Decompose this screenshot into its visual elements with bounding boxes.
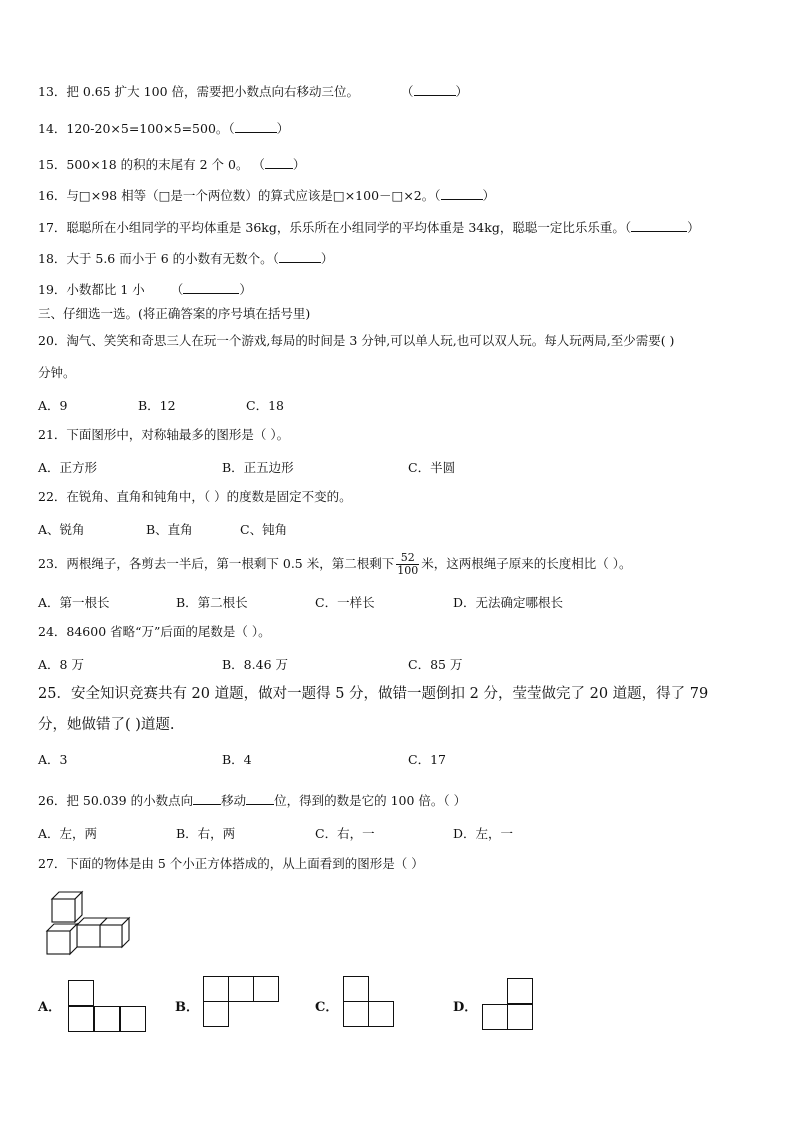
q25-option-c[interactable]: C．17 [408, 752, 446, 767]
q23-option-b[interactable]: B．第二根长 [176, 595, 248, 610]
question-15-text: 15．500×18 的积的末尾有 2 个 0。 （ [38, 157, 265, 172]
q25-option-a[interactable]: A．3 [38, 752, 68, 767]
fraction-52-100: $\frac{52}{100}$ [397, 551, 419, 577]
question-15: 15．500×18 的积的末尾有 2 个 0。 （ ） [38, 157, 306, 172]
q23-option-d[interactable]: D．无法确定哪根长 [453, 595, 564, 610]
answer-blank-17[interactable] [631, 219, 687, 232]
q21-option-b[interactable]: B．正五边形 [222, 460, 294, 475]
question-14-text: 14．120-20×5=100×5=500。（ [38, 121, 235, 136]
question-14: 14．120-20×5=100×5=500。（ ） [38, 121, 290, 136]
question-19: 19．小数都比 1 小 （ ） [38, 282, 252, 297]
question-23-text: 23．两根绳子，各剪去一半后，第一根剩下 0.5 米，第二根剩下 [38, 556, 395, 571]
q27-option-a-label[interactable]: A． [38, 1000, 62, 1015]
answer-blank-13[interactable] [414, 83, 456, 96]
q26-option-b[interactable]: B．右，两 [176, 826, 236, 841]
q26-option-c[interactable]: C．右，一 [315, 826, 375, 841]
question-16: 16．与□×98 相等（□是一个两位数）的算式应该是□×100－□×2。（ ） [38, 188, 496, 203]
q27-option-d-label[interactable]: D． [453, 1000, 478, 1015]
q24-option-c[interactable]: C．85 万 [408, 657, 463, 672]
question-18: 18．大于 5.6 而小于 6 的小数有无数个。（ ） [38, 251, 334, 266]
answer-blank-19[interactable] [183, 281, 239, 294]
question-13: 13．把 0.65 扩大 100 倍，需要把小数点向右移动三位。 （ ） [38, 84, 469, 99]
q24-option-b[interactable]: B．8.46 万 [222, 657, 288, 672]
question-26-text: 26．把 50.039 的小数点向 [38, 793, 194, 808]
answer-blank-18[interactable] [279, 250, 321, 263]
question-23-text-cont: 米，这两根绳子原来的长度相比（ ）。 [421, 556, 632, 571]
q24-option-a[interactable]: A．8 万 [38, 657, 84, 672]
question-17: 17．聪聪所在小组同学的平均体重是 36kg，乐乐所在小组同学的平均体重是 34kg，聪聪一定比乐乐重。（ ） [38, 220, 700, 235]
q23-option-c[interactable]: C．一样长 [315, 595, 375, 610]
question-24-text: 24．84600 省略“万”后面的尾数是（ ）。 [38, 624, 271, 639]
q21-option-a[interactable]: A．正方形 [38, 460, 98, 475]
q20-option-c[interactable]: C．18 [246, 398, 284, 413]
answer-blank-15[interactable] [265, 156, 293, 169]
question-13-text: 13．把 0.65 扩大 100 倍，需要把小数点向右移动三位。 [38, 84, 359, 99]
answer-blank-14[interactable] [235, 120, 277, 133]
q25-option-b[interactable]: B．4 [222, 752, 252, 767]
cube-stack-figure [44, 890, 138, 956]
question-26: 26．把 50.039 的小数点向 移动 位，得到的数是它的 100 倍。（ ） [38, 793, 467, 808]
q20-option-a[interactable]: A．9 [38, 398, 68, 413]
section-heading-3: 三、仔细选一选。(将正确答案的序号填在括号里) [38, 306, 311, 321]
question-19-text: 19．小数都比 1 小 [38, 282, 145, 297]
q23-option-a[interactable]: A．第一根长 [38, 595, 110, 610]
question-25-text-cont: 分，她做错了( )道题. [38, 717, 175, 733]
q22-option-b[interactable]: B、直角 [146, 522, 193, 537]
q26-option-d[interactable]: D．左，一 [453, 826, 514, 841]
q26-option-a[interactable]: A．左，两 [38, 826, 98, 841]
answer-blank-26b[interactable] [246, 792, 274, 805]
q27-option-b-label[interactable]: B． [175, 1000, 199, 1015]
question-18-text: 18．大于 5.6 而小于 6 的小数有无数个。（ [38, 251, 279, 266]
q22-option-c[interactable]: C、钝角 [240, 522, 288, 537]
question-27-text: 27．下面的物体是由 5 个小正方体搭成的，从上面看到的图形是（ ） [38, 856, 424, 871]
question-16-text: 16．与□×98 相等（□是一个两位数）的算式应该是□×100－□×2。（ [38, 188, 441, 203]
q27-option-c-label[interactable]: C． [315, 1000, 339, 1015]
q21-option-c[interactable]: C．半圆 [408, 460, 456, 475]
question-20-text: 20．淘气、笑笑和奇思三人在玩一个游戏,每局的时间是 3 分钟,可以单人玩,也可以双人玩。每人玩两局,至少需要( ) [38, 333, 675, 348]
question-20-text-cont: 分钟。 [38, 365, 76, 380]
q20-option-b[interactable]: B．12 [138, 398, 176, 413]
answer-blank-26a[interactable] [193, 792, 221, 805]
question-25-text: 25．安全知识竞赛共有 20 道题，做对一题得 5 分，做错一题倒扣 2 分，莹莹做完了 20 道题，得了 79 [38, 686, 709, 702]
question-22-text: 22．在锐角、直角和钝角中，（ ）的度数是固定不变的。 [38, 489, 352, 504]
answer-blank-16[interactable] [441, 187, 483, 200]
question-21-text: 21．下面图形中，对称轴最多的图形是（ ）。 [38, 427, 290, 442]
question-23 [38, 550, 631, 578]
question-17-text: 17．聪聪所在小组同学的平均体重是 36kg，乐乐所在小组同学的平均体重是 34kg，聪聪一定比乐乐重。（ [38, 220, 632, 235]
q22-option-a[interactable]: A、锐角 [38, 522, 85, 537]
